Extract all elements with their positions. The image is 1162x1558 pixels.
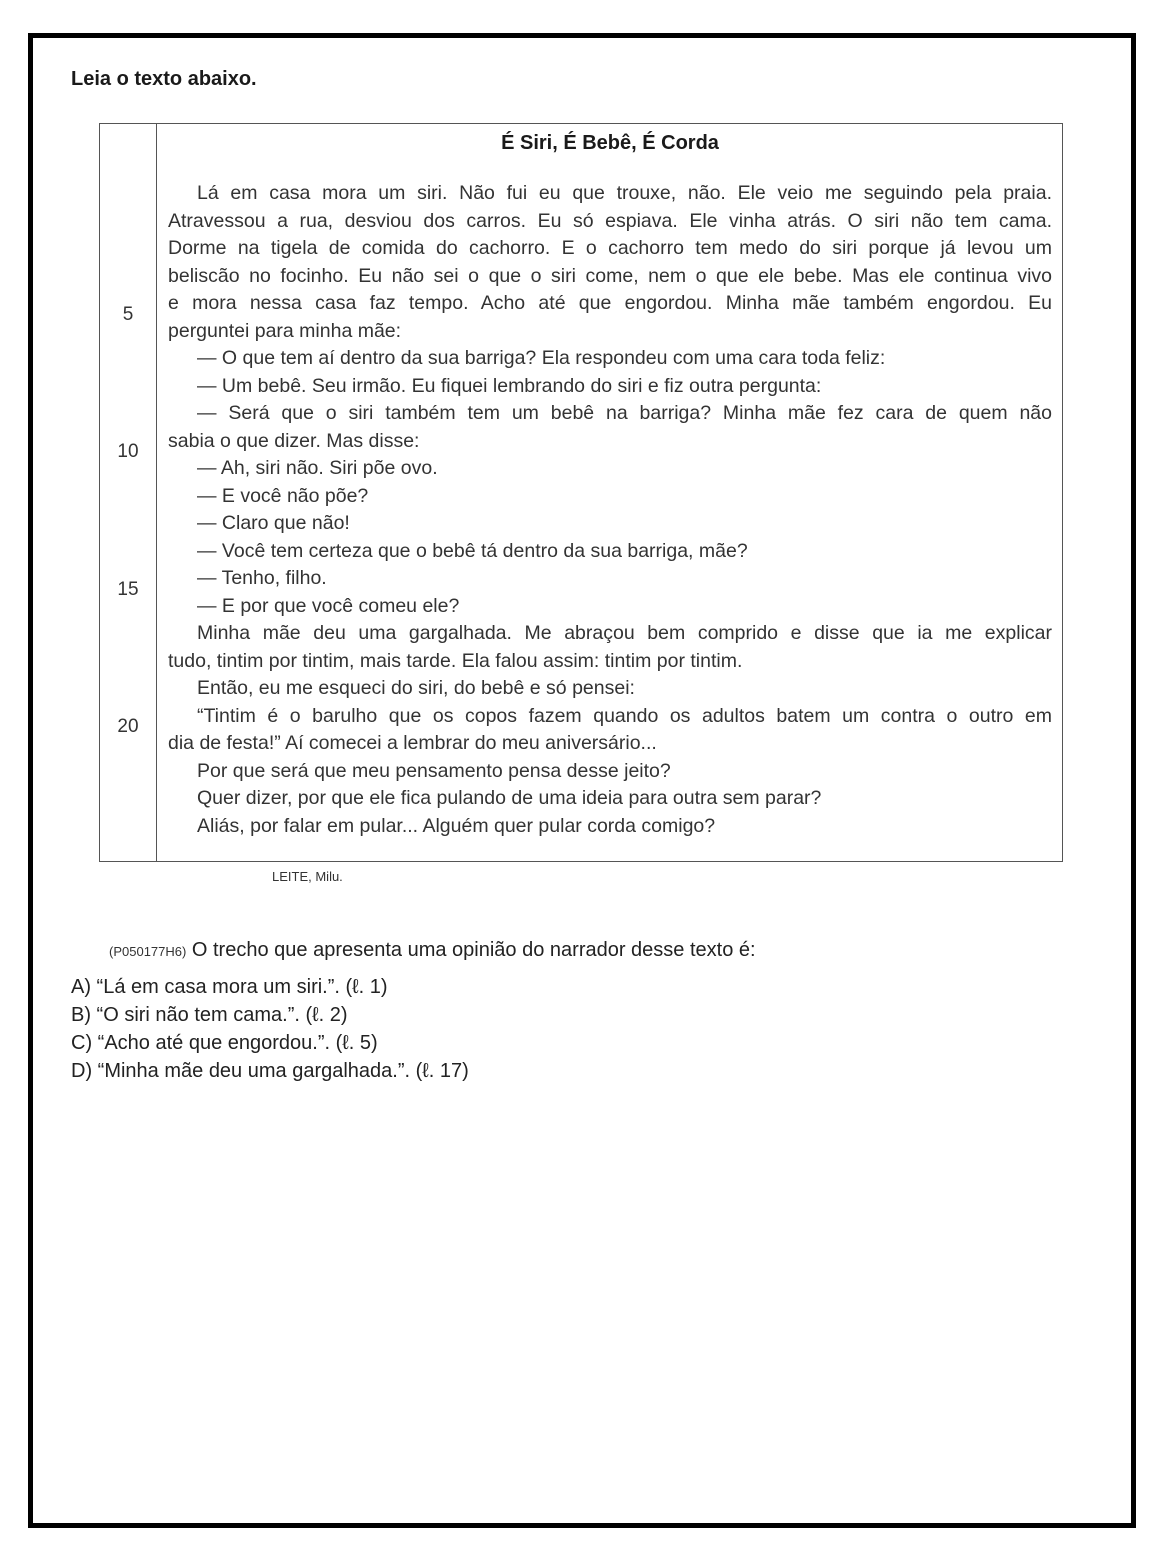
story-line: dia de festa!” Aí comecei a lembrar do meu aniversário... <box>168 732 657 754</box>
story-line: — Ah, siri não. Siri põe ovo. <box>197 457 438 479</box>
story-line: Aliás, por falar em pular... Alguém quer pular corda comigo? <box>197 814 716 837</box>
story-line: Lá em casa mora um siri. Não fui eu que trouxe, não. Ele veio me seguindo pela praia. <box>197 182 1052 204</box>
story-body <box>168 180 1052 840</box>
option-c[interactable]: C) “Acho até que engordou.”. (ℓ. 5) <box>71 1032 378 1054</box>
story-line: — Um bebê. Seu irmão. Eu fiquei lembrando do siri e fiz outra pergunta: <box>197 374 822 397</box>
story-title: É Siri, É Bebê, É Corda <box>501 132 719 154</box>
line-number: 20 <box>117 716 139 737</box>
line-number: 10 <box>117 441 139 462</box>
story-line: — Tenho, filho. <box>197 567 327 589</box>
story-line: Minha mãe deu uma gargalhada. Me abraçou bem comprido e disse que ia me explicar <box>197 622 1052 644</box>
story-line: — Será que o siri também tem um bebê na barriga? Minha mãe fez cara de quem não <box>197 402 1052 424</box>
story-line: “Tintim é o barulho que os copos fazem quando os adultos batem um contra o outro em <box>197 704 1052 727</box>
story-line: — E você não põe? <box>197 484 369 507</box>
story-line: perguntei para minha mãe: <box>168 319 402 342</box>
story-line: — Você tem certeza que o bebê tá dentro da sua barriga, mãe? <box>197 539 748 562</box>
answer-options <box>71 973 469 1085</box>
option-a[interactable]: A) “Lá em casa mora um siri.”. (ℓ. 1) <box>71 976 388 998</box>
story-line: e mora nessa casa faz tempo. Acho até que engordou. Minha mãe também engordou. Eu <box>168 292 1052 314</box>
story-line: tudo, tintim por tintim, mais tarde. Ela falou assim: tintim por tintim. <box>168 649 743 672</box>
story-line: — Claro que não! <box>197 512 350 534</box>
question-stem <box>109 939 756 962</box>
story-line: sabia o que dizer. Mas disse: <box>168 429 420 452</box>
line-number-column <box>100 124 157 861</box>
line-number: 15 <box>117 579 139 600</box>
story-line: beliscão no focinho. Eu não sei o que o siri come, nem o que ele bebe. Mas ele continua vivo <box>168 264 1052 287</box>
source-citation: LEITE, Milu. <box>272 869 343 884</box>
story-text-column <box>168 124 1052 840</box>
story-line: Dorme na tigela de comida do cachorro. E o cachorro tem medo do siri porque já levou um <box>168 237 1052 259</box>
question-code: (P050177H6) <box>109 944 187 959</box>
line-number: 5 <box>122 304 134 325</box>
story-line: Quer dizer, por que ele fica pulando de uma ideia para outra sem parar? <box>197 787 822 809</box>
story-box <box>99 123 1063 862</box>
question-text: O trecho que apresenta uma opinião do narrador desse texto é: <box>191 939 756 961</box>
instruction-heading: Leia o texto abaixo. <box>71 68 257 90</box>
story-line: Então, eu me esqueci do siri, do bebê e só pensei: <box>197 677 635 699</box>
option-b[interactable]: B) “O siri não tem cama.”. (ℓ. 2) <box>71 1004 348 1026</box>
story-line: — O que tem aí dentro da sua barriga? Ela respondeu com uma cara toda feliz: <box>197 347 886 369</box>
story-line: Atravessou a rua, desviou dos carros. Eu só espiava. Ele vinha atrás. O siri não tem cama. <box>168 209 1052 232</box>
story-line: Por que será que meu pensamento pensa desse jeito? <box>197 759 671 782</box>
story-line: — E por que você comeu ele? <box>197 594 460 617</box>
option-d[interactable]: D) “Minha mãe deu uma gargalhada.”. (ℓ. 17) <box>71 1060 469 1082</box>
